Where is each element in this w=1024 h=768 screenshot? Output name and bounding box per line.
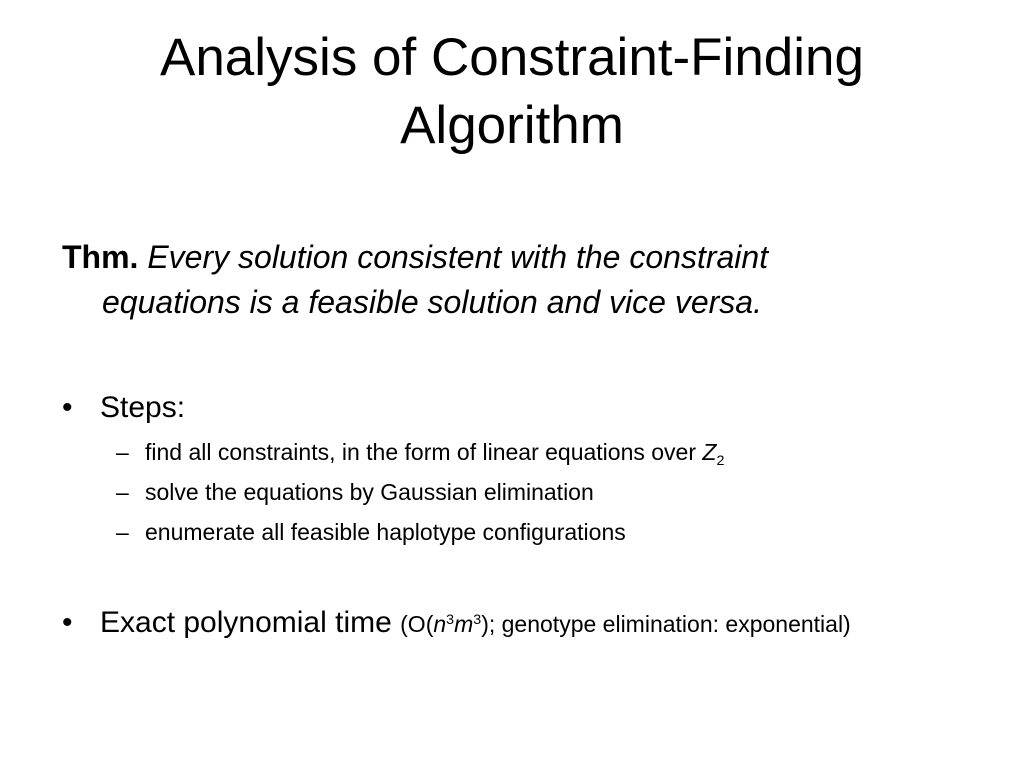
z-variable: Z <box>702 439 717 465</box>
n-exponent: 3 <box>446 612 455 628</box>
dash-marker: – <box>116 519 129 545</box>
dash-marker: – <box>116 479 129 505</box>
sub-item-enumerate <box>116 518 626 546</box>
theorem <box>62 235 962 325</box>
slide-title-line1: Analysis of Constraint-Finding <box>159 28 865 87</box>
complexity-open: (O( <box>400 610 434 637</box>
sub-item-find-constraints <box>116 438 724 475</box>
theorem-statement-line1: Every solution consistent with the constraint <box>147 239 769 275</box>
slide-title-line2: Algorithm <box>400 96 624 155</box>
m-exponent: 3 <box>473 612 482 628</box>
theorem-line1 <box>62 235 962 280</box>
bullet-marker: • <box>62 391 73 424</box>
dash-marker: – <box>116 439 129 465</box>
theorem-label: Thm. <box>62 239 139 275</box>
z-subscript: 2 <box>716 452 725 469</box>
bullet-marker: • <box>62 605 73 639</box>
bullet-exact-polynomial-time <box>62 602 851 642</box>
sub-item-solve-equations <box>116 478 594 506</box>
theorem-statement-line2: equations is a feasible solution and vice versa. <box>102 284 762 320</box>
n-variable: n <box>433 610 447 637</box>
sub-item-text: enumerate all feasible haplotype configurations <box>145 519 626 545</box>
bullet-steps <box>62 390 185 426</box>
m-variable: m <box>454 610 474 637</box>
sub-item-text: find all constraints, in the form of linear equations over <box>145 439 703 465</box>
steps-label: Steps: <box>100 391 186 424</box>
sub-item-text: solve the equations by Gaussian elimination <box>145 479 594 505</box>
slide-title <box>0 24 1024 160</box>
exact-label: Exact polynomial time <box>100 605 392 639</box>
complexity-note <box>400 611 851 637</box>
complexity-rest: ); genotype elimination: exponential) <box>481 610 851 637</box>
